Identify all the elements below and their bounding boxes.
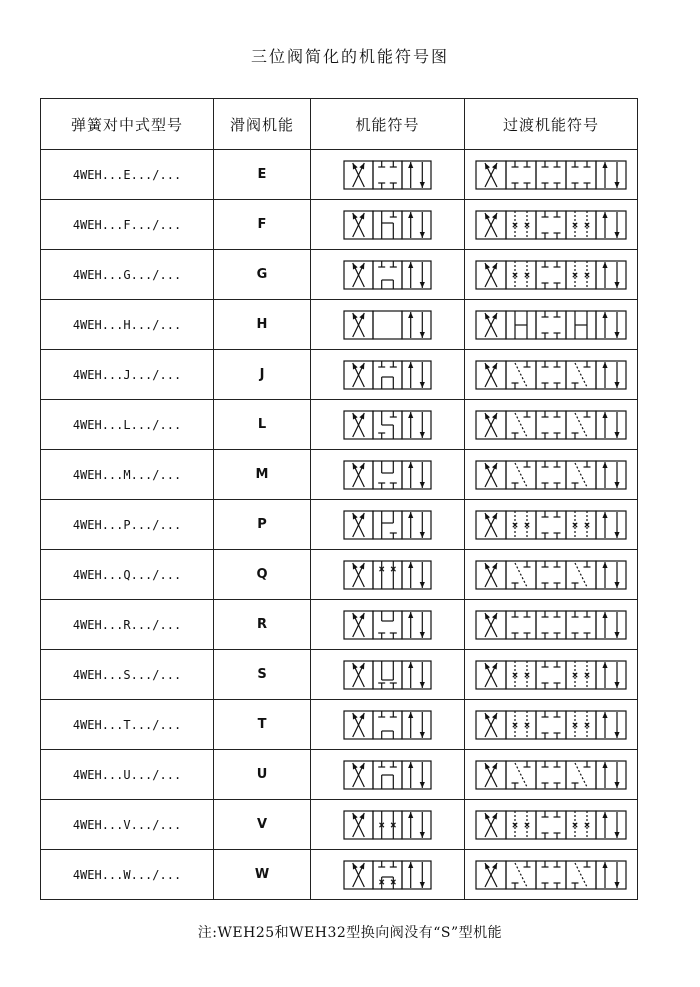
model-cell: 4WEH...P.../... xyxy=(41,500,214,550)
transition-symbol-T xyxy=(472,708,630,742)
table-row xyxy=(41,600,638,650)
transition-symbol-E xyxy=(472,158,630,192)
transition-symbol-cell xyxy=(465,400,638,450)
function-symbol-cell xyxy=(311,400,465,450)
model-cell: 4WEH...G.../... xyxy=(41,250,214,300)
model-cell: 4WEH...R.../... xyxy=(41,600,214,650)
header-model: 弹簧对中式型号 xyxy=(41,99,214,150)
spool-function-cell: U xyxy=(214,750,311,800)
transition-symbol-cell xyxy=(465,150,638,200)
transition-symbol-L xyxy=(472,408,630,442)
transition-symbol-cell xyxy=(465,600,638,650)
function-symbol-cell xyxy=(311,450,465,500)
transition-symbol-R xyxy=(472,608,630,642)
function-symbol-cell xyxy=(311,300,465,350)
spool-function-cell: R xyxy=(214,600,311,650)
spool-function-cell: E xyxy=(214,150,311,200)
model-cell: 4WEH...T.../... xyxy=(41,700,214,750)
spool-function-cell: P xyxy=(214,500,311,550)
valve-symbol-S xyxy=(340,658,436,692)
function-symbol-cell xyxy=(311,550,465,600)
transition-symbol-cell xyxy=(465,250,638,300)
transition-symbol-H xyxy=(472,308,630,342)
model-cell: 4WEH...S.../... xyxy=(41,650,214,700)
table-row xyxy=(41,650,638,700)
table-row xyxy=(41,850,638,900)
table-row xyxy=(41,350,638,400)
spool-function-cell: W xyxy=(214,850,311,900)
transition-symbol-M xyxy=(472,458,630,492)
transition-symbol-cell xyxy=(465,650,638,700)
transition-symbol-F xyxy=(472,208,630,242)
model-cell: 4WEH...H.../... xyxy=(41,300,214,350)
header-spool-function: 滑阀机能 xyxy=(214,99,311,150)
table-row xyxy=(41,150,638,200)
spool-function-cell: J xyxy=(214,350,311,400)
function-symbol-cell xyxy=(311,500,465,550)
valve-symbol-W xyxy=(340,858,436,892)
transition-symbol-cell xyxy=(465,700,638,750)
model-cell: 4WEH...U.../... xyxy=(41,750,214,800)
spool-function-cell: S xyxy=(214,650,311,700)
model-cell: 4WEH...Q.../... xyxy=(41,550,214,600)
valve-symbol-T xyxy=(340,708,436,742)
header-transition-symbol: 过渡机能符号 xyxy=(465,99,638,150)
transition-symbol-U xyxy=(472,758,630,792)
header-function-symbol: 机能符号 xyxy=(311,99,465,150)
transition-symbol-V xyxy=(472,808,630,842)
table-row xyxy=(41,800,638,850)
function-symbol-cell xyxy=(311,350,465,400)
valve-symbol-G xyxy=(340,258,436,292)
transition-symbol-W xyxy=(472,858,630,892)
valve-function-table xyxy=(40,98,638,900)
transition-symbol-P xyxy=(472,508,630,542)
function-symbol-cell xyxy=(311,750,465,800)
spool-function-cell: Q xyxy=(214,550,311,600)
transition-symbol-J xyxy=(472,358,630,392)
transition-symbol-S xyxy=(472,658,630,692)
transition-symbol-cell xyxy=(465,550,638,600)
table-row xyxy=(41,200,638,250)
spool-function-cell: V xyxy=(214,800,311,850)
function-symbol-cell xyxy=(311,800,465,850)
valve-symbol-V xyxy=(340,808,436,842)
transition-symbol-G xyxy=(472,258,630,292)
valve-symbol-L xyxy=(340,408,436,442)
model-cell: 4WEH...L.../... xyxy=(41,400,214,450)
model-cell: 4WEH...E.../... xyxy=(41,150,214,200)
valve-symbol-H xyxy=(340,308,436,342)
function-symbol-cell xyxy=(311,650,465,700)
transition-symbol-cell xyxy=(465,850,638,900)
table-row xyxy=(41,550,638,600)
table-row xyxy=(41,300,638,350)
function-symbol-cell xyxy=(311,150,465,200)
transition-symbol-cell xyxy=(465,350,638,400)
valve-symbol-Q xyxy=(340,558,436,592)
function-symbol-cell xyxy=(311,200,465,250)
function-symbol-cell xyxy=(311,600,465,650)
valve-symbol-U xyxy=(340,758,436,792)
model-cell: 4WEH...V.../... xyxy=(41,800,214,850)
table-row xyxy=(41,450,638,500)
function-symbol-cell xyxy=(311,700,465,750)
table-body xyxy=(41,150,638,900)
function-symbol-cell xyxy=(311,850,465,900)
transition-symbol-cell xyxy=(465,500,638,550)
valve-symbol-R xyxy=(340,608,436,642)
valve-symbol-F xyxy=(340,208,436,242)
transition-symbol-cell xyxy=(465,200,638,250)
transition-symbol-cell xyxy=(465,300,638,350)
transition-symbol-cell xyxy=(465,800,638,850)
page-title: 三位阀简化的机能符号图 xyxy=(250,47,449,66)
spool-function-cell: T xyxy=(214,700,311,750)
valve-symbol-M xyxy=(340,458,436,492)
table-row xyxy=(41,400,638,450)
valve-symbol-P xyxy=(340,508,436,542)
spool-function-cell: M xyxy=(214,450,311,500)
table-row xyxy=(41,700,638,750)
valve-symbol-J xyxy=(340,358,436,392)
model-cell: 4WEH...F.../... xyxy=(41,200,214,250)
function-symbol-cell xyxy=(311,250,465,300)
spool-function-cell: G xyxy=(214,250,311,300)
table-row xyxy=(41,500,638,550)
spool-function-cell: L xyxy=(214,400,311,450)
table-row xyxy=(41,750,638,800)
footnote: 注:WEH25和WEH32型换向阀没有“S”型机能 xyxy=(197,925,503,941)
spool-function-cell: H xyxy=(214,300,311,350)
table-header-row xyxy=(41,99,638,150)
spool-function-cell: F xyxy=(214,200,311,250)
model-cell: 4WEH...W.../... xyxy=(41,850,214,900)
model-cell: 4WEH...J.../... xyxy=(41,350,214,400)
valve-symbol-E xyxy=(340,158,436,192)
transition-symbol-cell xyxy=(465,750,638,800)
transition-symbol-Q xyxy=(472,558,630,592)
table-row xyxy=(41,250,638,300)
model-cell: 4WEH...M.../... xyxy=(41,450,214,500)
transition-symbol-cell xyxy=(465,450,638,500)
